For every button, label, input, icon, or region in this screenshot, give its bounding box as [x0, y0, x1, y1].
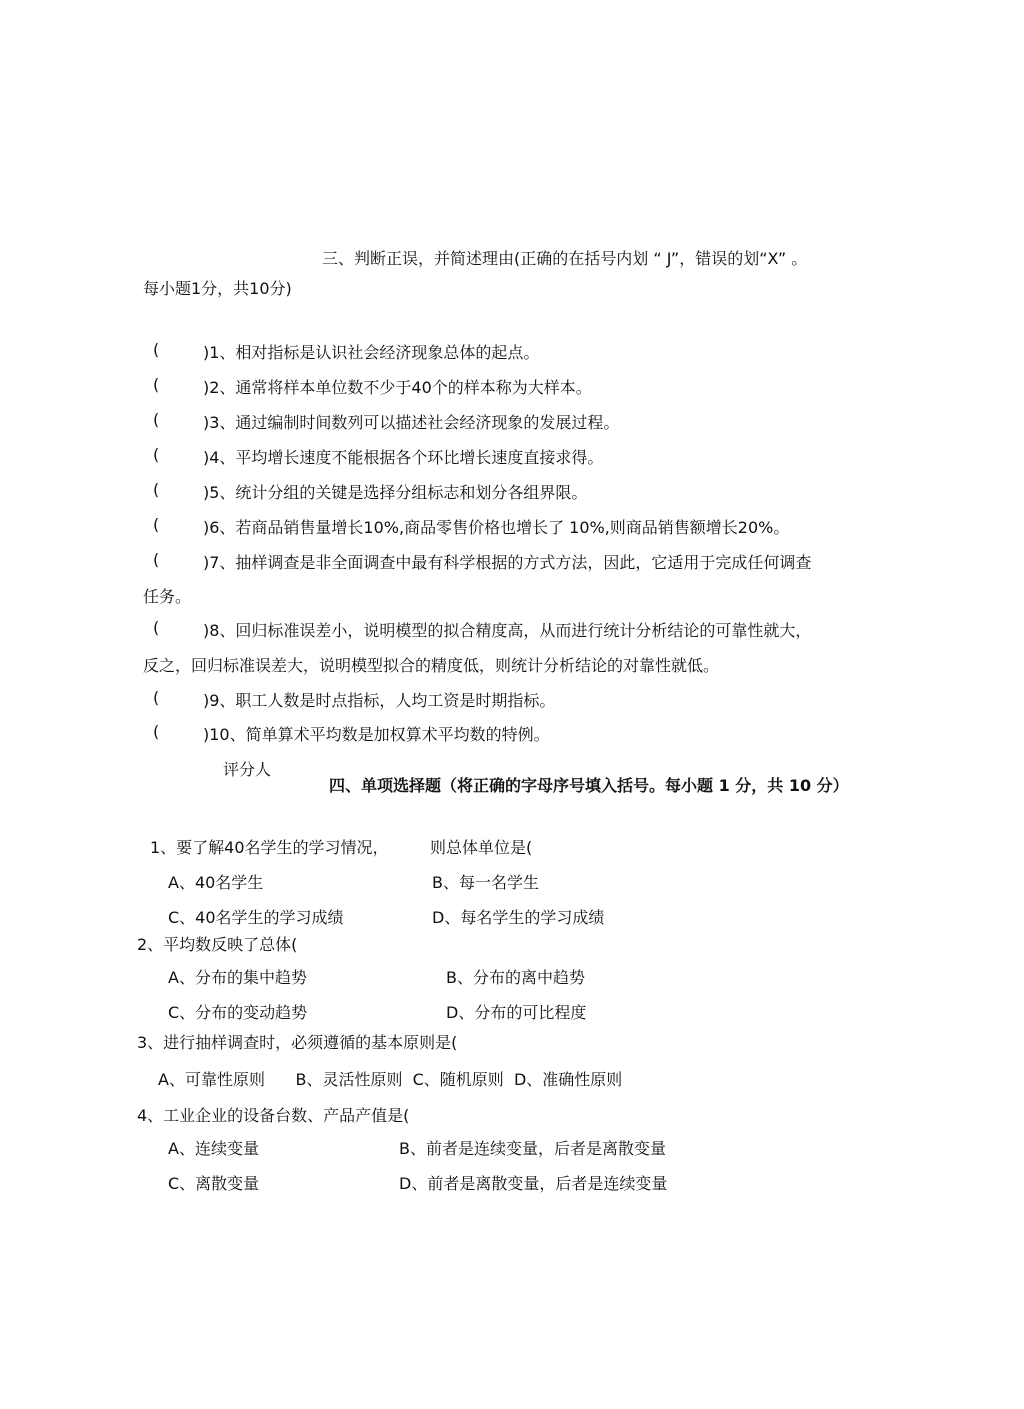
- answer-bracket: (: [153, 550, 160, 569]
- answer-bracket: (: [153, 722, 160, 741]
- section4-title: 四、单项选择题（将正确的字母序号填入括号。每小题 1 分，共 10 分）: [329, 776, 849, 795]
- statement-text: )4、平均增长速度不能根据各个环比增长速度直接求得。: [203, 448, 604, 467]
- option-d: D、前者是离散变量，后者是连续变量: [399, 1174, 668, 1193]
- statement-continuation: 任务。: [143, 587, 192, 606]
- statement-text: )5、统计分组的关键是选择分组标志和划分各组界限。: [203, 483, 588, 502]
- statement-text: )3、通过编制时间数列可以描述社会经济现象的发展过程。: [203, 413, 620, 432]
- option-b: B、前者是连续变量，后者是离散变量: [399, 1139, 666, 1158]
- question-stem: 4、工业企业的设备台数、产品产值是(: [137, 1106, 410, 1125]
- answer-bracket: (: [153, 688, 160, 707]
- option-b: B、每一名学生: [432, 873, 539, 892]
- option-a: A、40名学生: [168, 873, 264, 892]
- statement-text: )10、简单算术平均数是加权算术平均数的特例。: [203, 725, 550, 744]
- option-a: A、连续变量: [168, 1139, 259, 1158]
- section3-scoring-note: 每小题1分，共10分): [143, 279, 292, 298]
- answer-bracket: (: [153, 445, 160, 464]
- option-d: D、分布的可比程度: [446, 1003, 587, 1022]
- answer-bracket: (: [153, 410, 160, 429]
- statement-text: )1、相对指标是认识社会经济现象总体的起点。: [203, 343, 540, 362]
- statement-text: )6、若商品销售量增长10%,商品零售价格也增长了 10%,则商品销售额增长20%。: [203, 518, 790, 537]
- statement-text: )7、抽样调查是非全面调查中最有科学根据的方式方法，因此，它适用于完成任何调查: [203, 553, 812, 572]
- option-b: B、分布的离中趋势: [446, 968, 585, 987]
- statement-continuation: 反之，回归标准误差大，说明模型拟合的精度低，则统计分析结论的对靠性就低。: [143, 656, 720, 675]
- option-a: A、分布的集中趋势: [168, 968, 307, 987]
- statement-text: )2、通常将样本单位数不少于40个的样本称为大样本。: [203, 378, 592, 397]
- statement-text: )9、职工人数是时点指标，人均工资是时期指标。: [203, 691, 556, 710]
- answer-bracket: (: [153, 480, 160, 499]
- answer-bracket: (: [153, 618, 160, 637]
- question-stem-tail: 则总体单位是(: [430, 838, 533, 857]
- section3-title: 三、判断正误，并简述理由(正确的在括号内划 “ J”，错误的划“X” 。: [322, 249, 808, 268]
- option-c: C、分布的变动趋势: [168, 1003, 308, 1022]
- answer-bracket: (: [153, 375, 160, 394]
- question-stem: 3、进行抽样调查时，必须遵循的基本原则是(: [137, 1033, 458, 1052]
- question-stem: 1、要了解40名学生的学习情况，: [150, 838, 389, 857]
- answer-bracket: (: [153, 515, 160, 534]
- grader-label: 评分人: [223, 760, 272, 779]
- option-d: D、每名学生的学习成绩: [432, 908, 605, 927]
- option-c: C、离散变量: [168, 1174, 260, 1193]
- statement-text: )8、回归标准误差小，说明模型的拟合精度高，从而进行统计分析结论的可靠性就大，: [203, 621, 812, 640]
- answer-bracket: (: [153, 340, 160, 359]
- options-line: A、可靠性原则 B、灵活性原则 C、随机原则 D、准确性原则: [158, 1070, 623, 1089]
- question-stem: 2、平均数反映了总体(: [137, 935, 298, 954]
- option-c: C、40名学生的学习成绩: [168, 908, 344, 927]
